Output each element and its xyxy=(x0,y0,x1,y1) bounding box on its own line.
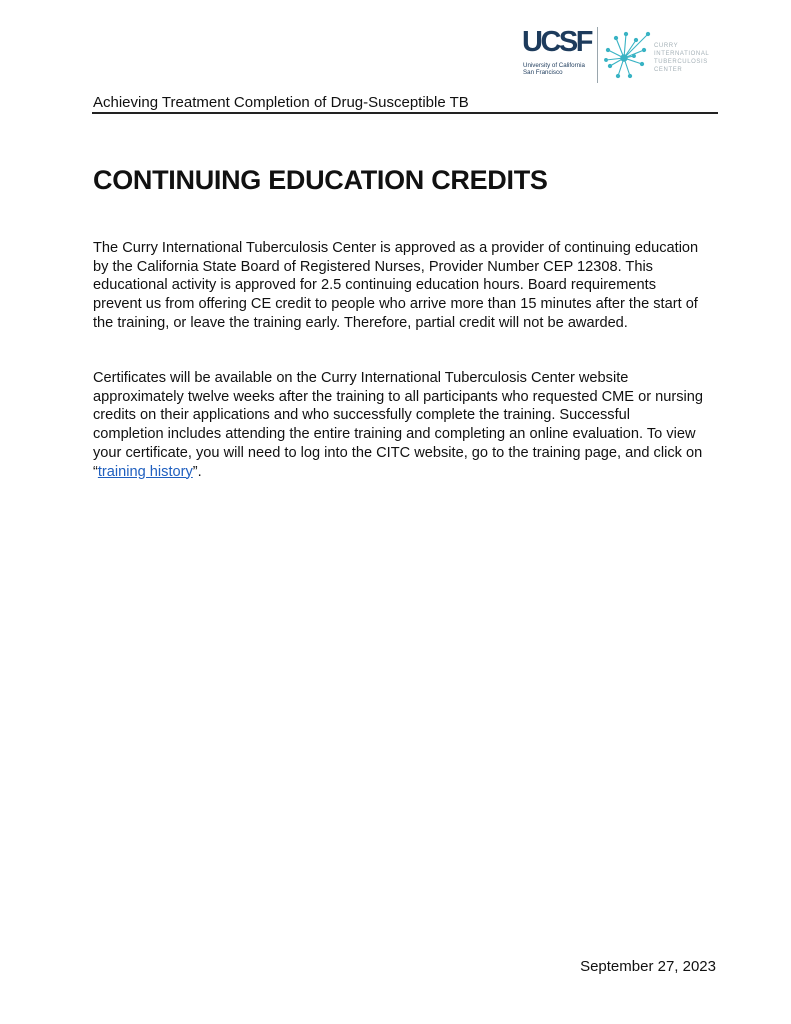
ucsf-logo: UCSF xyxy=(522,26,591,58)
ucsf-subtitle-line-2: San Francisco xyxy=(523,69,563,76)
header-logos xyxy=(520,26,720,86)
training-history-link[interactable]: training history xyxy=(97,463,193,480)
ucsf-logo-subtitle xyxy=(523,62,603,76)
paragraph-certificates-text: Certificates will be available on the Curry International Tuberculosis Center website approximately twelve weeks after the training to all participants who requested CME or nursing credits on their applications and who successfully complete the training. Successful completion includes attending the entire training and completing an online evaluation. To view your certificate, you will need to log into the CITC website, go to the training page, and click on “ xyxy=(93,370,703,480)
citc-logo-line-1: CURRY xyxy=(654,43,679,49)
paragraph-certificates-end: ”. xyxy=(192,463,202,480)
page-title: CONTINUING EDUCATION CREDITS xyxy=(93,165,548,195)
footer-date: September 27, 2023 xyxy=(580,958,716,975)
ucsf-subtitle-line-1: University of California xyxy=(523,62,585,69)
citc-logo-line-4: CENTER xyxy=(654,67,683,73)
citc-starburst-icon xyxy=(604,30,654,80)
running-header-title: Achieving Treatment Completion of Drug-Susceptible TB xyxy=(93,94,469,111)
citc-logo-line-3: TUBERCULOSIS xyxy=(654,59,708,65)
paragraph-ce-approval: The Curry International Tuberculosis Center is approved as a provider of continuing education by the California State Board of Registered Nurses, Provider Number CEP 12308. This educational activity is approved for 2.5 continuing education hours. Board requirements prevent us from offering CE credit to people who arrive more than 15 minutes after the start of the training, or leave the training early. Therefore, partial credit will not be awarded. xyxy=(93,240,699,331)
logo-divider xyxy=(597,27,598,83)
citc-logo-text xyxy=(654,42,724,74)
paragraph-certificates xyxy=(93,369,703,481)
citc-logo-line-2: INTERNATIONAL xyxy=(654,51,710,57)
header-divider xyxy=(92,112,718,114)
